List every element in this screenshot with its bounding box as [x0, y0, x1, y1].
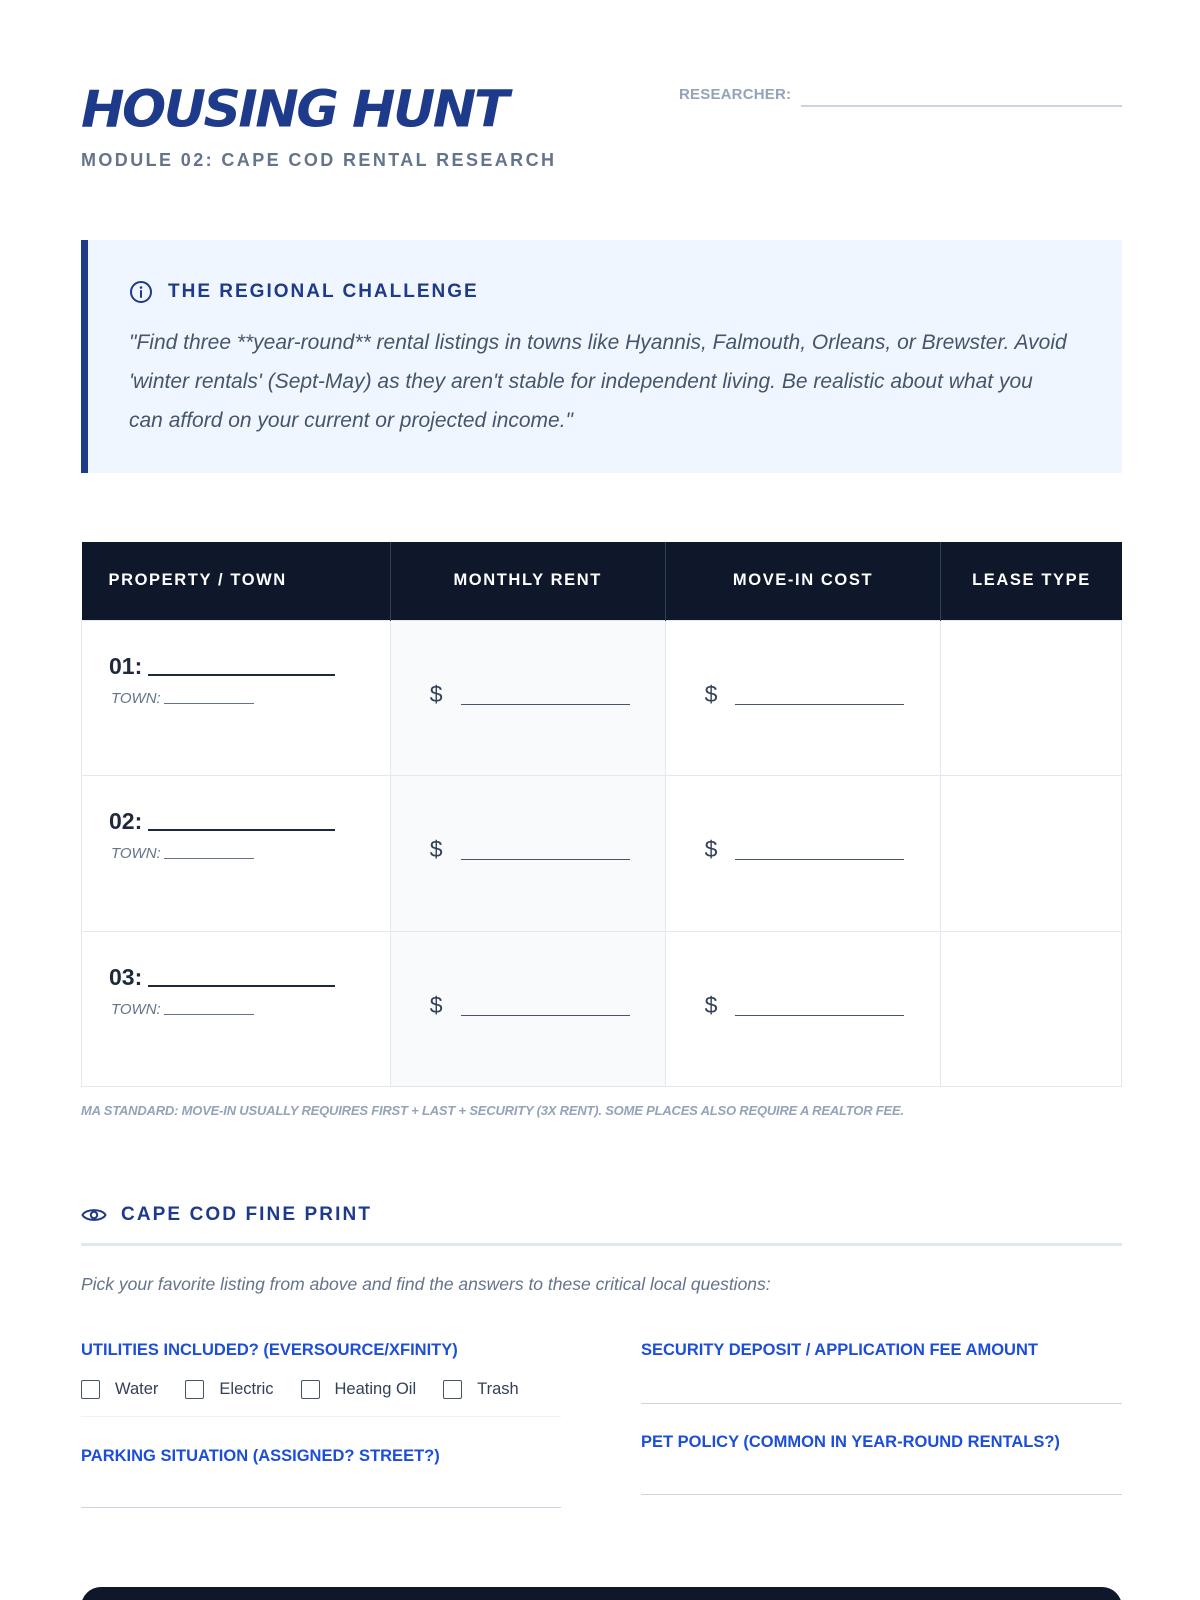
checkbox-label: Trash [477, 1380, 519, 1398]
dollar-sign: $ [704, 836, 718, 862]
challenge-callout [81, 240, 1122, 473]
researcher-field[interactable] [801, 105, 1122, 107]
challenge-title: THE REGIONAL CHALLENGE [168, 281, 479, 302]
property-blank[interactable] [148, 829, 335, 831]
monthly-rent-field[interactable] [430, 836, 665, 863]
rent-blank[interactable] [461, 704, 630, 705]
town-field[interactable] [111, 1001, 390, 1018]
pet-policy-question-label: PET POLICY (COMMON IN YEAR-ROUND RENTALS?) [641, 1433, 1060, 1451]
lease-type-cell[interactable] [941, 931, 1122, 1087]
town-label: TOWN: [111, 1000, 161, 1018]
column-header-move-in-cost: MOVE-IN COST [665, 542, 941, 620]
parking-question-label: PARKING SITUATION (ASSIGNED? STREET?) [81, 1447, 440, 1465]
checkbox-box[interactable] [185, 1380, 204, 1399]
page-title: HOUSING HUNT [81, 80, 507, 140]
property-number: 01: [109, 652, 143, 679]
cost-blank[interactable] [735, 1015, 904, 1016]
dollar-sign: $ [429, 991, 443, 1018]
dollar-sign: $ [429, 836, 443, 862]
table-header-row [82, 542, 1122, 620]
footer-bar [81, 1587, 1122, 1600]
rent-blank[interactable] [461, 859, 630, 860]
fine-print-title: CAPE COD FINE PRINT [121, 1204, 373, 1225]
town-label: TOWN: [111, 689, 161, 707]
property-cell [82, 776, 391, 932]
town-blank[interactable] [164, 703, 254, 704]
column-header-monthly-rent: MONTHLY RENT [390, 542, 665, 620]
table-row [82, 620, 1122, 776]
table-row [82, 931, 1122, 1087]
checkbox-box[interactable] [443, 1380, 462, 1399]
cost-blank[interactable] [735, 704, 904, 705]
dollar-sign: $ [704, 991, 718, 1018]
property-field[interactable] [109, 653, 390, 680]
town-blank[interactable] [164, 858, 254, 859]
property-number: 02: [109, 808, 143, 834]
monthly-rent-cell [390, 931, 665, 1087]
town-field[interactable] [111, 690, 390, 707]
move-in-note: MA STANDARD: MOVE-IN USUALLY REQUIRES FIRST + LAST + SECURITY (3X RENT). SOME PLACES ALSO REQUIRE A REALTOR FEE. [81, 1103, 904, 1118]
monthly-rent-field[interactable] [430, 681, 665, 708]
monthly-rent-cell [390, 620, 665, 776]
monthly-rent-field[interactable] [430, 992, 665, 1019]
challenge-header [129, 280, 479, 304]
lease-type-cell[interactable] [941, 776, 1122, 932]
page-subtitle: MODULE 02: CAPE COD RENTAL RESEARCH [81, 150, 557, 170]
property-number: 03: [109, 963, 143, 990]
column-header-property: PROPERTY / TOWN [82, 542, 391, 620]
monthly-rent-cell [390, 776, 665, 932]
eye-icon [81, 1206, 107, 1224]
checkbox-trash[interactable] [443, 1380, 519, 1399]
property-cell [82, 931, 391, 1087]
table-row [82, 776, 1122, 932]
checkbox-heating-oil[interactable] [301, 1380, 417, 1399]
utilities-divider [81, 1416, 561, 1417]
checkbox-box[interactable] [81, 1380, 100, 1399]
challenge-text: "Find three **year-round** rental listings in towns like Hyannis, Falmouth, Orleans, or Brewster. Avoid 'winter rentals' (Sept-May) as they aren't stable for independent living. Be realistic about what you can afford on your current or projected income." [129, 331, 1067, 432]
move-in-cost-field[interactable] [705, 992, 941, 1019]
property-field[interactable] [109, 964, 390, 991]
checkbox-water[interactable] [81, 1380, 158, 1399]
property-blank[interactable] [148, 985, 335, 987]
move-in-cost-cell [665, 620, 941, 776]
cost-blank[interactable] [735, 859, 904, 860]
move-in-cost-cell [665, 931, 941, 1087]
deposit-question-label: SECURITY DEPOSIT / APPLICATION FEE AMOUNT [641, 1341, 1038, 1359]
town-field[interactable] [111, 845, 390, 862]
fine-print-header [81, 1204, 372, 1226]
section-divider [81, 1243, 1122, 1246]
checkbox-label: Electric [219, 1380, 274, 1398]
parking-answer-field[interactable] [81, 1507, 561, 1508]
lease-type-cell[interactable] [941, 620, 1122, 776]
fine-print-intro: Pick your favorite listing from above and find the answers to these critical local questions: [81, 1274, 771, 1294]
dollar-sign: $ [429, 680, 443, 707]
checkbox-box[interactable] [301, 1380, 320, 1399]
checkbox-label: Water [115, 1380, 159, 1398]
rent-blank[interactable] [461, 1015, 630, 1016]
town-blank[interactable] [164, 1014, 254, 1015]
researcher-label: RESEARCHER: [679, 86, 792, 103]
property-field[interactable] [109, 808, 390, 835]
pet-policy-answer-field[interactable] [641, 1494, 1122, 1495]
property-blank[interactable] [148, 674, 335, 676]
checkbox-electric[interactable] [185, 1380, 273, 1399]
utilities-checkbox-group [81, 1380, 546, 1399]
checkbox-label: Heating Oil [334, 1380, 417, 1398]
rental-listings-table [81, 542, 1122, 1087]
info-icon [129, 280, 153, 304]
dollar-sign: $ [704, 680, 718, 707]
move-in-cost-field[interactable] [705, 681, 941, 708]
column-header-lease-type: LEASE TYPE [941, 542, 1122, 620]
move-in-cost-field[interactable] [705, 836, 941, 863]
town-label: TOWN: [111, 845, 161, 862]
utilities-question-label: UTILITIES INCLUDED? (EVERSOURCE/XFINITY) [81, 1341, 458, 1359]
move-in-cost-cell [665, 776, 941, 932]
property-cell [82, 620, 391, 776]
deposit-answer-field[interactable] [641, 1403, 1122, 1404]
